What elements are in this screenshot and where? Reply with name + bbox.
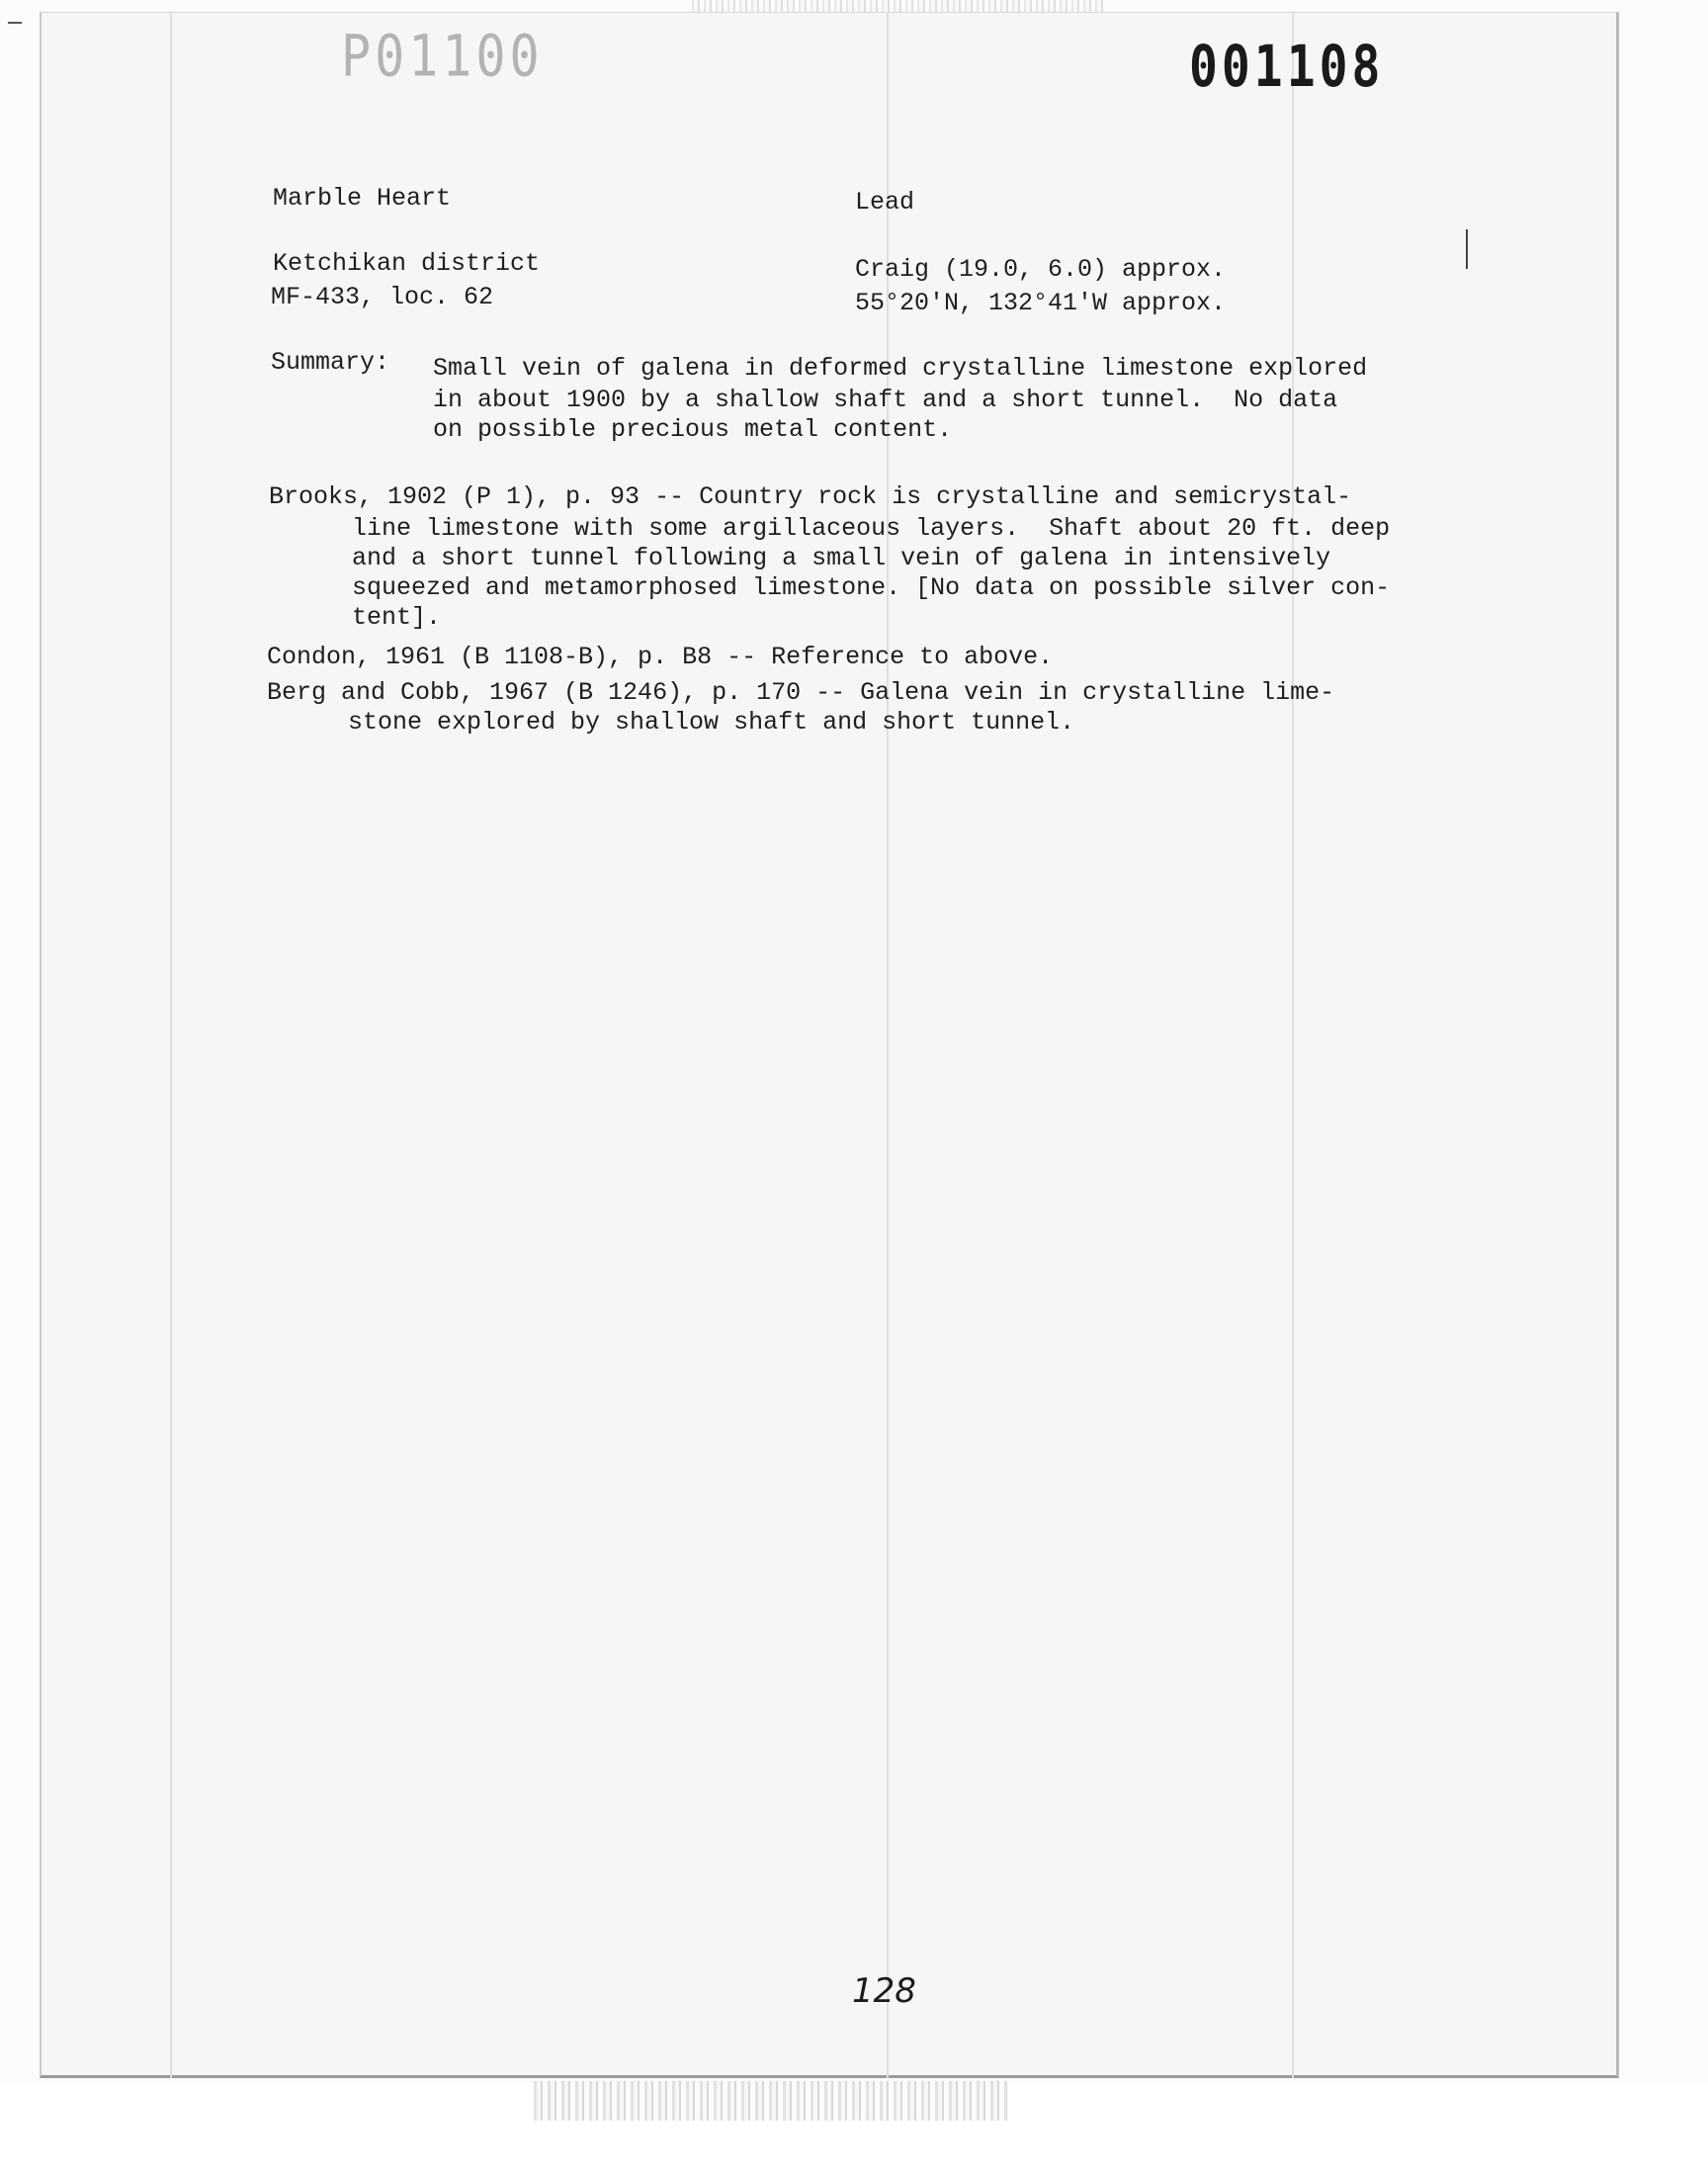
- reference-line: line limestone with some argillaceous layers. Shaft about 20 ft. deep: [352, 514, 1391, 543]
- margin-mark: [8, 22, 22, 24]
- summary-line: in about 1900 by a shallow shaft and a short tunnel. No data: [433, 386, 1338, 414]
- reference-line: stone explored by shallow shaft and short tunnel.: [348, 708, 1075, 737]
- coordinates: 55°20'N, 132°41'W approx.: [855, 289, 1227, 317]
- summary-label: Summary:: [271, 348, 390, 377]
- reference-line: tent].: [352, 603, 442, 632]
- margin-tick-mark: [1466, 229, 1468, 269]
- record-number-stamp: 001108: [1189, 34, 1385, 101]
- reference-line: Condon, 1961 (B 1108-B), p. B8 -- Reference to above.: [267, 643, 1054, 671]
- reference-line: squeezed and metamorphosed limestone. [No data on possible silver con-: [352, 573, 1391, 602]
- scan-crease-right: [1292, 12, 1294, 2078]
- commodity: Lead: [855, 188, 915, 217]
- paper-sheet: [40, 12, 1619, 2078]
- deposit-name: Marble Heart: [273, 184, 452, 213]
- scan-artifact-bottom: [534, 2081, 1008, 2121]
- scan-crease-center: [887, 12, 889, 2078]
- map-reference: MF-433, loc. 62: [271, 283, 494, 311]
- faded-stamp-number: P01100: [341, 23, 544, 90]
- scan-crease-left: [170, 12, 172, 2078]
- reference-line: and a short tunnel following a small vein of galena in intensively: [352, 544, 1331, 572]
- quadrangle-location: Craig (19.0, 6.0) approx.: [855, 255, 1227, 284]
- reference-line: Brooks, 1902 (P 1), p. 93 -- Country rock is crystalline and semicrystal-: [269, 482, 1352, 511]
- reference-line: Berg and Cobb, 1967 (B 1246), p. 170 -- Galena vein in crystalline lime-: [267, 678, 1335, 707]
- summary-line: Small vein of galena in deformed crystalline limestone explored: [433, 354, 1368, 383]
- district: Ketchikan district: [273, 249, 541, 278]
- summary-line: on possible precious metal content.: [433, 415, 953, 444]
- handwritten-page-number: 128: [852, 1971, 916, 2011]
